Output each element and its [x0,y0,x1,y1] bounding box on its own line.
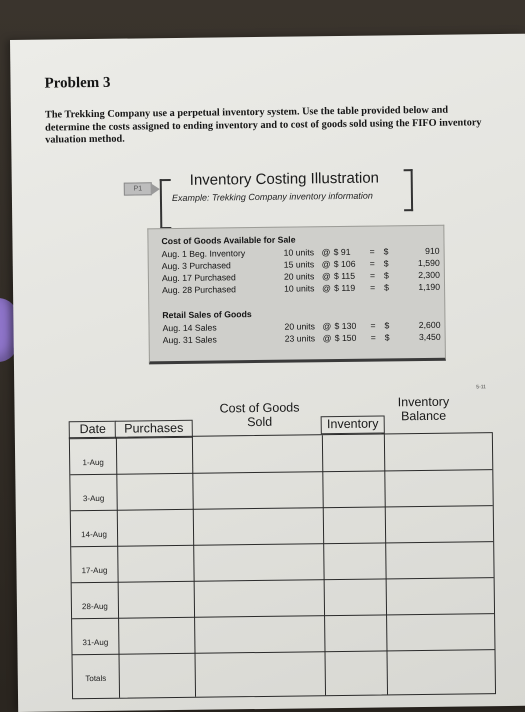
row-total: 1,190 [418,281,441,293]
row-units: 23 units [284,333,316,344]
row-currency: $ [383,246,389,257]
header-balance-line2: Balance [400,408,447,424]
header-cogs-line1: Cost of Goods [219,400,300,416]
row-label: Aug. 14 Sales [162,322,217,334]
row-total: 2,600 [418,319,441,331]
row-total: 910 [425,245,440,256]
row-currency: $ [383,282,389,293]
row-units: 20 units [283,271,315,282]
row-label: Aug. 1 Beg. Inventory [161,248,246,260]
row-divider [70,469,492,475]
left-bracket [160,179,172,229]
row-divider [72,577,494,583]
row-date-label: 28-Aug [81,601,108,612]
row-date-label: 14-Aug [81,529,107,540]
row-totals-label: Totals [85,673,107,684]
row-divider [71,505,493,511]
header-inventory: Inventory [321,415,385,434]
row-date-label: 31-Aug [82,637,109,648]
row-label: Aug. 3 Purchased [161,260,231,272]
inventory-info-box [147,225,446,365]
row-divider [72,613,494,619]
row-at: @ [321,247,331,258]
header-cogs-line2: Sold [247,414,273,430]
row-at: @ [321,283,331,294]
row-price: $ 106 [333,258,356,270]
row-divider [71,541,493,547]
row-units: 20 units [284,321,316,332]
sales-row [162,331,441,347]
right-bracket [404,169,414,211]
header-balance-line1: Inventory [397,394,450,410]
row-eq: = [370,320,376,331]
row-total: 2,300 [418,269,440,281]
row-price: $ 91 [333,246,351,258]
row-at: @ [322,321,332,332]
slide-title: Inventory Costing Illustration [189,169,380,189]
row-currency: $ [383,270,389,281]
row-date-label: 1-Aug [82,457,104,468]
slide-subtitle: Example: Trekking Company inventory information [171,190,373,204]
row-price: $ 119 [333,282,356,294]
slide-badge: P1 [124,182,152,195]
row-eq: = [369,282,376,293]
row-currency: $ [383,258,389,269]
row-divider [73,649,495,655]
row-label: Aug. 28 Purchased [162,284,237,296]
row-at: @ [321,259,331,270]
column-divider [322,435,326,695]
row-units: 10 units [283,283,315,294]
header-purchases: Purchases [115,420,193,439]
row-label: Aug. 17 Purchased [161,272,236,284]
row-currency: $ [384,320,390,331]
row-units: 10 units [283,247,315,258]
row-at: @ [321,271,331,282]
cogs-heading: Cost of Goods Available for Sale [161,234,296,247]
header-date: Date [69,421,117,440]
slide-arrow-icon [151,183,160,195]
sales-heading: Retail Sales of Goods [162,309,252,321]
row-eq: = [369,270,376,281]
column-divider [192,437,196,697]
row-label: Aug. 31 Sales [162,334,217,346]
row-at: @ [322,333,332,344]
row-date-label: 17-Aug [81,565,108,576]
row-currency: $ [384,332,390,343]
column-divider [384,434,388,694]
problem-title: Problem 3 [44,74,111,92]
worksheet-page [10,34,525,712]
row-date-label: 3-Aug [82,493,105,504]
row-price: $ 150 [334,332,357,344]
row-price: $ 115 [333,270,356,282]
row-eq: = [369,258,375,269]
row-units: 15 units [283,259,315,270]
row-total: 1,590 [417,257,440,269]
row-eq: = [369,246,375,257]
row-price: $ 130 [334,320,357,332]
cogs-row [162,281,441,297]
row-eq: = [370,332,376,343]
page-code: 5-11 [476,384,486,391]
row-total: 3,450 [418,331,441,343]
fifo-table-grid [69,432,496,699]
problem-instructions: The Trekking Company use a perpetual inventory system. Use the table provided below and determine the costs assigned to ending inventory and to cost of goods sold using the FIFO inventory valuation method. [44,104,482,146]
